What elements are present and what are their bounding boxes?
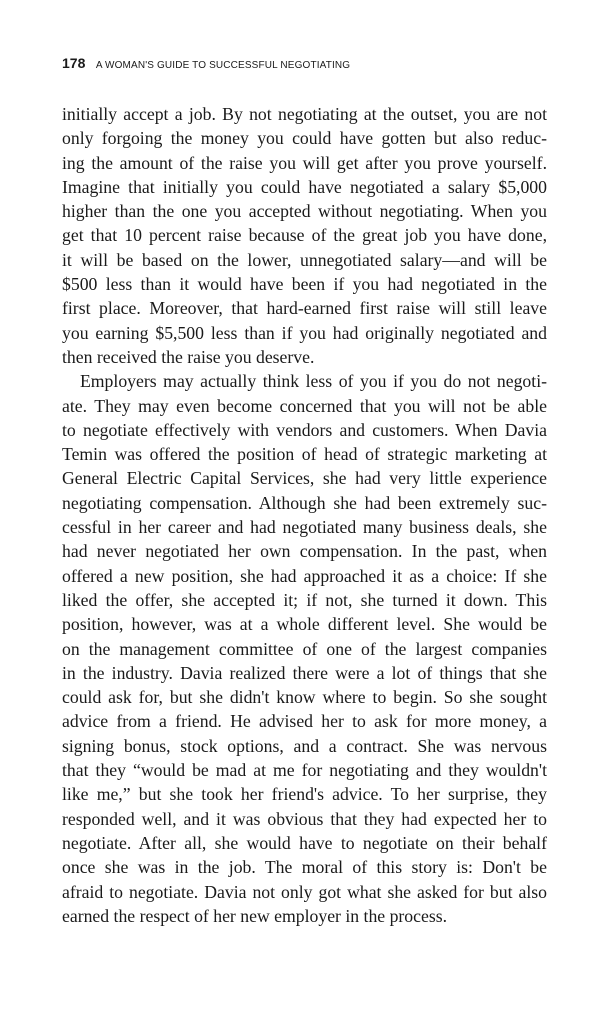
- text-line: responded well, and it was obvious that they had expected her to: [62, 808, 547, 829]
- text-line: liked the offer, she accepted it; if not, she turned it down. This: [62, 589, 547, 610]
- text-line: earned the respect of her new employer in the process.: [62, 905, 448, 926]
- text-line: you earning $5,500 less than if you had originally negotiated and: [62, 322, 547, 343]
- text-line: ing the amount of the raise you will get after you prove yourself.: [62, 152, 547, 173]
- text-line: Imagine that initially you could have negotiated a salary $5,000: [62, 176, 547, 197]
- text-line: higher than the one you accepted without negotiating. When you: [62, 201, 547, 222]
- paragraph: [62, 102, 547, 369]
- text-line: in the industry. Davia realized there were a lot of things that she: [62, 662, 547, 683]
- text-line: signing bonus, stock options, and a contract. She was nervous: [62, 735, 547, 756]
- text-line: advice from a friend. He advised her to ask for more money, a: [62, 711, 547, 732]
- text-line: ate. They may even become concerned that you will not be able: [62, 395, 547, 416]
- running-title: A WOMAN'S GUIDE TO SUCCESSFUL NEGOTIATING: [95, 60, 351, 71]
- text-line: once she was in the job. The moral of this story is: Don't be: [62, 857, 547, 878]
- paragraph: [62, 369, 547, 928]
- text-line: to negotiate effectively with vendors and customers. When Davia: [62, 419, 547, 440]
- page-number: 178: [62, 55, 86, 71]
- text-line: first place. Moreover, that hard-earned first raise will still leave: [62, 298, 547, 319]
- text-line: $500 less than it would have been if you had negotiated in the: [62, 274, 547, 295]
- text-line: only forgoing the money you could have gotten but also reduc-: [62, 128, 547, 149]
- text-line: Temin was offered the position of head of strategic marketing at: [62, 444, 547, 465]
- text-line: initially accept a job. By not negotiating at the outset, you are not: [62, 104, 547, 124]
- text-line: General Electric Capital Services, she had very little experience: [62, 468, 547, 489]
- text-line: Employers may actually think less of you if you do not negoti-: [80, 371, 547, 392]
- text-line: then received the raise you deserve.: [62, 346, 315, 367]
- text-line: on the management committee of one of the largest companies: [62, 638, 547, 659]
- text-line: it will be based on the lower, unnegotiated salary—and will be: [62, 249, 547, 270]
- text-line: that they “would be mad at me for negotiating and they wouldn't: [62, 760, 547, 781]
- text-line: negotiate. After all, she would have to negotiate on their behalf: [62, 832, 547, 853]
- text-line: position, however, was at a whole different level. She would be: [62, 614, 547, 635]
- body-text: [62, 102, 547, 928]
- text-line: get that 10 percent raise because of the great job you have done,: [62, 225, 547, 246]
- text-line: had never negotiated her own compensation. In the past, when: [62, 541, 547, 562]
- text-line: afraid to negotiate. Davia not only got what she asked for but also: [62, 881, 547, 902]
- text-line: negotiating compensation. Although she had been extremely suc-: [62, 492, 547, 513]
- text-line: offered a new position, she had approached it as a choice: If she: [62, 565, 547, 586]
- running-header: [62, 55, 350, 73]
- text-line: cessful in her career and had negotiated many business deals, she: [62, 517, 547, 538]
- text-line: could ask for, but she didn't know where to begin. So she sought: [62, 687, 547, 708]
- text-line: like me,” but she took her friend's advice. To her surprise, they: [62, 784, 547, 805]
